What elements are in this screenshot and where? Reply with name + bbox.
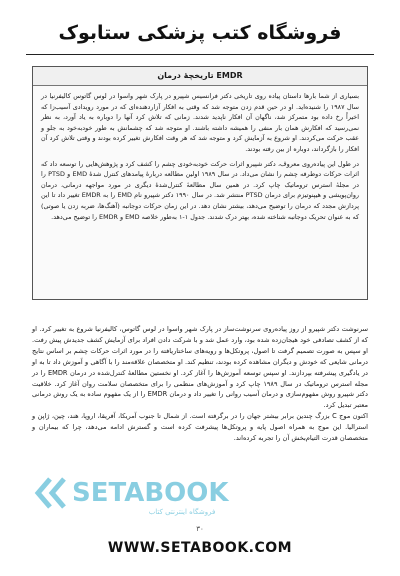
- history-paragraph: بسیاری از شما بارها داستان پیاده روی تاریخی دکتر فرانسیس شپیرو در پارک شهر واسوا در لوس گاتوس کالیفرنیا در سال ۱۹۸۷ را شنیده‌اید. او در حین قدم زدن متوجه شد که وقتی به افکار آزاردهنده‌ای که در مورد رویدادی آسیب‌زا که اخیراً رخ داده بود متمرکز شد، ناگهان آن افکار ناپدید شدند. زمانی که تلاش کرد آنها را دوباره به یاد آورد، به نظر نمی‌رسید که افکارش همان بار منفی را همیشه داشته باشند. او متوجه شد که چشمانش به طور خودبه‌خود به جلو و عقب حرکت می‌کردند. او شروع به آزمایش کرد و متوجه شد که هر وقت افکارش تغییر کرده بودند و وقتی تلاش کرد آن افکار را بازگرداند، دوباره از بین رفته بودند.: [41, 92, 359, 153]
- body-paragraph: سرنوشت دکتر شپیرو از روز پیاده‌روی سرنوشت‌ساز در پارک شهر واسوا در لوس گاتوس، کالیفرنیا شروع به تغییر کرد. او که از کشف تصادفی خود هیجان‌زده شده بود، وارد عمل شد و با شرکت دادن افراد برای آزمایش کشف جدیدش پیش رفت. او سپس به صورت تصمیم گرفت تا اصول، پروتکل‌ها و رویه‌های ساختاریافته را در مورد اثرات حرکات چشم بر اساس نتایج درمانی شایعی که خودش و دیگران مشاهده کرده بودند، تنظیم کند. او متخصصان علاقه‌مند را با آگاهی و آموزش داد تا به او در یادگیری پیشرفته بپردازند. او سپس توسعه آموزش‌ها را آغاز کرد. او نخستین مطالعهٔ کنترل‌شده در درمان EMDR را در مجله استرس تروماتیک در سال ۱۹۸۹ چاپ کرد و آموزش‌های منظمی را برای متخصصان سلامت روان آغاز کرد. خلاقیت دکتر شپیرو روش مفهوم‌سازی و درمان آسیب روانی را تغییر داد و درمان EMDR را از یک مفهوم ساده به یک روش درمانی معتبر تبدیل کرد.: [32, 325, 368, 410]
- page-header-title: فروشگاه کتب پزشکی ستابوک: [58, 22, 342, 44]
- history-paragraph: در طول این پیاده‌روی معروف، دکتر شپیرو اثرات حرکت خودبه‌خودی چشم را کشف کرد و پژوهش‌هایی را توسعه داد که اثرات حرکات دوطرفه چشم را نشان می‌داد. در سال ۱۹۸۹ اولین مطالعه دربارهٔ پیامدهای کنترل شدهٔ EMD و PTSD را در مجلهٔ استرس تروماتیک چاپ کرد. در همین سال مطالعهٔ کنترل‌شدهٔ دیگری در مورد مواجهه درمانی، درمان روان‌پویشی و هیپنوتیزم برای درمان PTSD منتشر شد. در سال ۱۹۹۰ دکتر شپیرو نام EMD را به EMDR تغییر داد تا این پردازش مجدد که درمان را توضیح می‌دهد، بیشتر نشان دهد. در این زمان حرکات دوجانبه (آهنگ‌ها، ضربه زدن یا صوتی) که به عنوان تحریک دوجانبه شناخته شده، بهتر درک شدند. جدول ۱-۱ به‌طور خلاصه EMD و EMDR را توضیح می‌دهد.: [41, 159, 359, 221]
- chevrons-icon: [38, 479, 64, 507]
- header-divider: [26, 54, 374, 55]
- footer-url[interactable]: WWW.SETABOOK.COM: [107, 540, 293, 556]
- history-box: [32, 66, 368, 300]
- history-box-title: تاریخچهٔ درمان EMDR: [33, 67, 367, 86]
- history-box-body: [41, 91, 359, 226]
- main-text: [32, 324, 368, 444]
- page-number: ۳۰: [196, 525, 204, 533]
- setabook-watermark-logo: [32, 467, 232, 519]
- watermark-logo-text: SETABOOK: [72, 478, 229, 508]
- body-paragraph: اکنون موج C بزرگ چندین برابر بیشتر جهان را در برگرفته است. از شمال تا جنوب آمریکا، آفریقا، اروپا، هند، چین، ژاپن و استرالیا. این موج به همراه اصول پایه و پروتکل‌ها پیشرفت کرده است و گسترش ادامه می‌دهد، چرا که بیماران و متخصصان قدرت التیام‌بخش آن را تجربه کرده‌اند.: [32, 412, 368, 443]
- watermark-subtext: فروشگاه اینترنتی کتاب: [148, 508, 216, 516]
